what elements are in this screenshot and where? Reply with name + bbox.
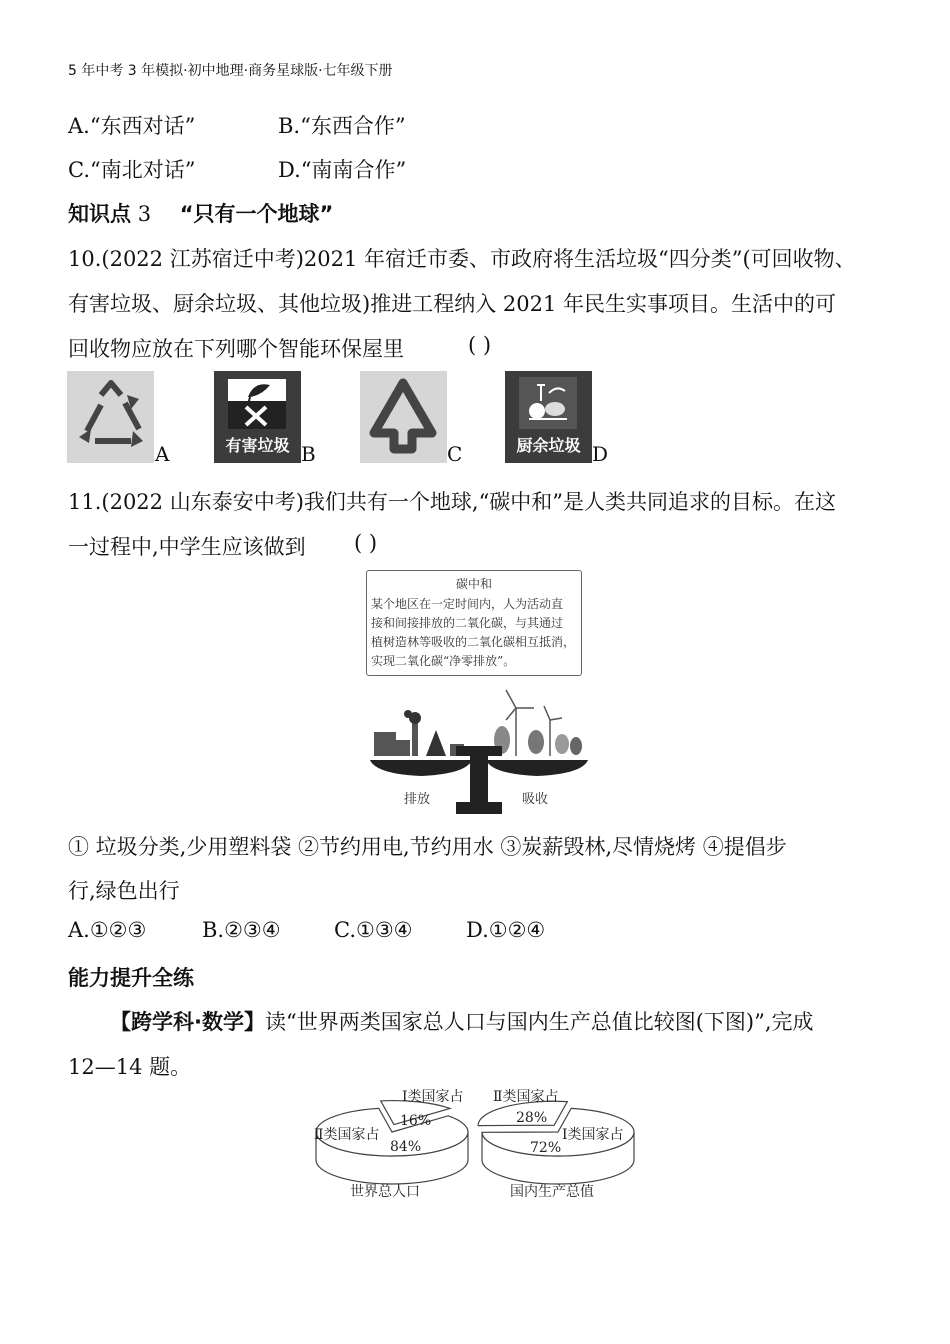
ability-section-heading: 能力提升全练 xyxy=(68,966,194,990)
section-number: 3 xyxy=(137,202,152,226)
pie-left-small-label: Ⅰ类国家占 xyxy=(402,1089,464,1105)
q9-option-d: D.“南南合作” xyxy=(278,158,407,182)
q10-icon-letter-b: B xyxy=(301,442,316,466)
scale-beam xyxy=(456,746,502,756)
recycle-icon xyxy=(67,371,154,463)
cross-subject-intro xyxy=(110,1006,814,1036)
q11-option-d: D.①②④ xyxy=(466,918,546,942)
q11-option-b: B.②③④ xyxy=(202,918,281,942)
q10-icon-letter-a: A xyxy=(155,442,170,466)
q11-option-c: C.①③④ xyxy=(334,918,413,942)
q11-answer-paren: ( ) xyxy=(354,531,378,555)
section-title: “只有一个地球” xyxy=(179,202,334,226)
left-pan xyxy=(370,760,472,776)
section-label: 知识点 xyxy=(68,202,131,226)
pie-left-large-value: 84% xyxy=(390,1139,422,1155)
caption-text-1: 某个地区在一定时间内，人为活动直 xyxy=(371,597,564,611)
other-waste-icon xyxy=(360,371,447,463)
caption-title: 碳中和 xyxy=(455,577,492,591)
q9-option-a: A.“东西对话” xyxy=(68,114,196,138)
pie-right-small-value: 28% xyxy=(516,1110,548,1126)
pie-comparison-chart xyxy=(300,1082,650,1206)
scale-post xyxy=(470,756,488,802)
q10-line3: 回收物应放在下列哪个智能环保屋里 xyxy=(68,337,404,361)
emission-label: 排放 xyxy=(404,792,431,807)
cross-subject-text: 读“世界两类国家总人口与国内生产总值比较图(下图)”,完成 xyxy=(264,1010,814,1034)
factory-icon xyxy=(374,710,464,756)
q10-answer-paren: ( ) xyxy=(468,333,492,357)
cross-subject-line2: 12—14 题。 xyxy=(68,1055,192,1079)
q9-option-c: C.“南北对话” xyxy=(68,158,196,182)
caption-text-2: 接和间接排放的二氧化碳，与其通过 xyxy=(371,616,564,630)
pie-right-large-label: Ⅰ类国家占 xyxy=(562,1127,624,1143)
caption-text-4: 实现二氧化碳“净零排放”。 xyxy=(371,654,516,668)
page-header: 5 年中考 3 年模拟·初中地理·商务星球版·七年级下册 xyxy=(68,63,393,79)
kitchen-waste-label: 厨余垃圾 xyxy=(516,436,581,455)
tree-icon xyxy=(494,726,582,755)
pie-right-small-label: Ⅱ类国家占 xyxy=(493,1089,559,1105)
pie-left-large-label: Ⅱ类国家占 xyxy=(314,1127,380,1143)
kitchen-waste-icon xyxy=(505,371,592,463)
carbon-neutral-caption xyxy=(366,570,582,676)
q10-icon-letter-c: C xyxy=(447,442,463,466)
caption-text-3: 植树造林等吸收的二氧化碳相互抵消， xyxy=(371,635,576,649)
pie-right-large-value: 72% xyxy=(530,1140,562,1156)
cross-subject-tag: 【跨学科·数学】 xyxy=(110,1010,265,1034)
absorption-label: 吸收 xyxy=(522,792,549,807)
pie-right-caption: 国内生产总值 xyxy=(510,1184,594,1200)
pie-left-small-value: 16% xyxy=(400,1113,432,1129)
pie-left-caption: 世界总人口 xyxy=(350,1184,420,1200)
q10-line1: 10.(2022 江苏宿迁中考)2021 年宿迁市委、市政府将生活垃圾“四分类”(可回收物、 xyxy=(68,247,856,271)
q9-option-b: B.“东西合作” xyxy=(278,114,406,138)
q11-statements-line1: ① 垃圾分类,少用塑料袋 ②节约用电,节约用水 ③炭薪毁林,尽情烧烤 ④提倡步 xyxy=(68,835,787,859)
q11-line1: 11.(2022 山东泰安中考)我们共有一个地球,“碳中和”是人类共同追求的目标。在这 xyxy=(68,490,837,514)
q10-icon-letter-d: D xyxy=(592,442,609,466)
balance-scale-figure xyxy=(366,680,592,816)
scale-base xyxy=(456,802,502,814)
q10-line2: 有害垃圾、厨余垃圾、其他垃圾)推进工程纳入 2021 年民生实事项目。生活中的可 xyxy=(68,292,836,316)
section-heading xyxy=(68,198,333,228)
q11-line2: 一过程中,中学生应该做到 xyxy=(68,535,306,559)
right-pan xyxy=(486,760,588,776)
hazardous-waste-label: 有害垃圾 xyxy=(225,436,290,455)
q11-statements-line2: 行,绿色出行 xyxy=(68,879,180,903)
q11-option-a: A.①②③ xyxy=(68,918,147,942)
hazardous-waste-icon xyxy=(214,371,301,463)
